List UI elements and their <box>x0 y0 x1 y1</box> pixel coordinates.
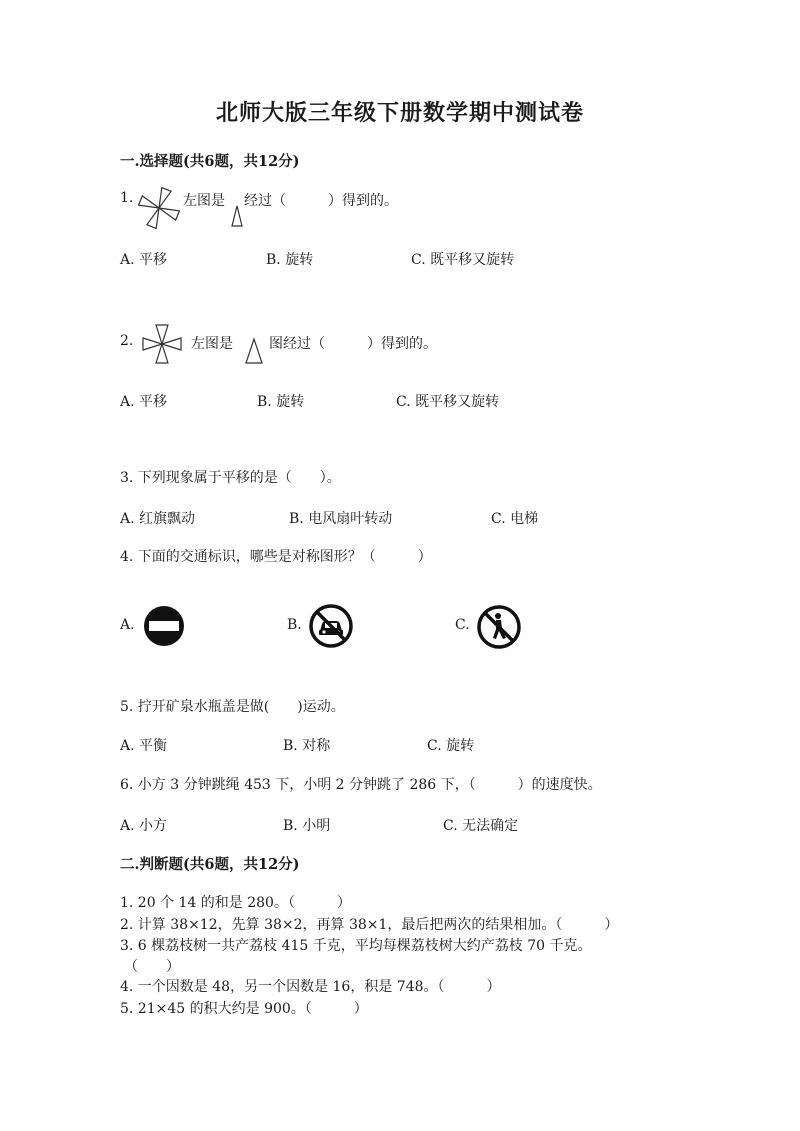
q3-option-b: B. 电风扇叶转动 <box>289 511 393 527</box>
triangle-figure-icon <box>244 338 264 364</box>
q4-option-a: A. <box>120 617 135 633</box>
section-heading-true-false: 二.判断题(共6题，共12分) <box>120 856 300 873</box>
q5-option-b: B. 对称 <box>283 738 331 754</box>
no-entry-sign-icon <box>143 605 185 647</box>
pinwheel-figure-icon <box>141 323 183 365</box>
section-heading-choice: 一.选择题(共6题，共12分) <box>120 153 300 170</box>
q6-option-b: B. 小明 <box>283 818 331 834</box>
q2-text-b: 图经过（ ）得到的。 <box>269 336 437 352</box>
q1-number: 1. <box>120 190 134 206</box>
tf-item-4: 4. 一个因数是 48，另一个因数是 16，积是 748。（ ） <box>120 979 501 995</box>
q3-option-c: C. 电梯 <box>491 511 539 527</box>
q1-option-c: C. 既平移又旋转 <box>411 252 515 268</box>
q3-text: 3. 下列现象属于平移的是（ ）。 <box>120 470 341 486</box>
page-title: 北师大版三年级下册数学期中测试卷 <box>215 100 584 126</box>
q1-option-b: B. 旋转 <box>266 252 314 268</box>
q5-text: 5. 拧开矿泉水瓶盖是做( )运动。 <box>120 699 345 715</box>
tf-item-1: 1. 20 个 14 的和是 280。（ ） <box>120 895 351 911</box>
q2-option-c: C. 既平移又旋转 <box>396 394 500 410</box>
q6-option-c: C. 无法确定 <box>443 818 519 834</box>
q2-option-b: B. 旋转 <box>257 394 305 410</box>
tf-item-3: 3. 6 棵荔枝树一共产荔枝 415 千克，平均每棵荔枝树大约产荔枝 70 千克。 <box>120 938 592 954</box>
tf-item-5: 5. 21×45 的积大约是 900。（ ） <box>120 1001 368 1017</box>
tf-item-2: 2. 计算 38×12，先算 38×2，再算 38×1，最后把两次的结果相加。（ ） <box>120 917 619 933</box>
q4-option-c: C. <box>455 617 470 633</box>
no-motor-vehicles-sign-icon <box>309 604 353 648</box>
q6-text: 6. 小方 3 分钟跳绳 453 下，小明 2 分钟跳了 286 下，（ ）的速度快。 <box>120 777 602 793</box>
q1-text-b: 经过（ ）得到的。 <box>244 193 398 209</box>
q2-number: 2. <box>120 333 134 349</box>
q2-option-a: A. 平移 <box>120 394 168 410</box>
q4-option-b: B. <box>287 617 302 633</box>
q1-text-a: 左图是 <box>183 193 225 209</box>
q6-option-a: A. 小方 <box>120 818 168 834</box>
q5-option-c: C. 旋转 <box>427 738 475 754</box>
pinwheel-figure-icon <box>137 186 181 230</box>
no-pedestrians-sign-icon <box>477 605 521 649</box>
triangle-figure-icon <box>230 205 244 227</box>
q4-text: 4. 下面的交通标识，哪些是对称图形？（ ） <box>120 549 432 565</box>
q5-option-a: A. 平衡 <box>120 738 168 754</box>
q1-option-a: A. 平移 <box>120 252 168 268</box>
q3-option-a: A. 红旗飘动 <box>120 511 196 527</box>
tf-item-3-bracket: （ ） <box>124 959 180 975</box>
q2-text-a: 左图是 <box>191 336 233 352</box>
